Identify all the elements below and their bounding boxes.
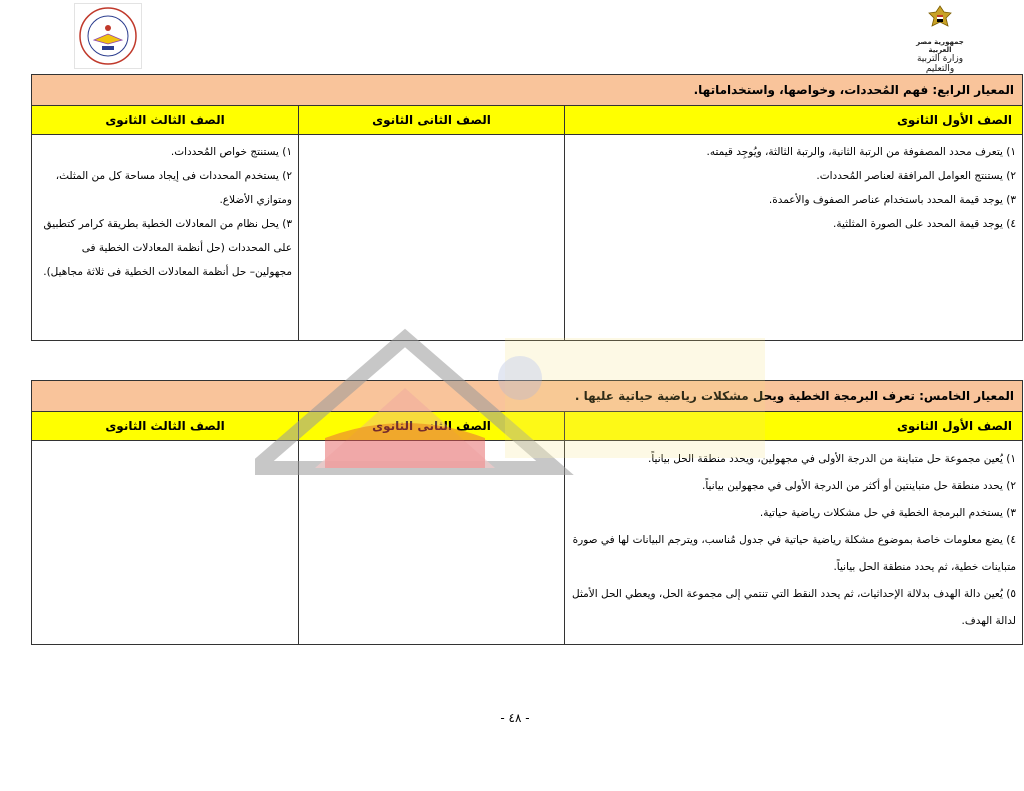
standard4-table [31,74,1023,341]
list-item: ٣) يحل نظام من المعادلات الخطية بطريقة كرامر كتطبيق على المحددات (حل أنظمة المعادلات الخطية فى مجهولين– حل أنظمة المعادلات الخطية فى ثلاثة مجاهيل). [43,218,292,278]
header-grade2: الصف الثانى الثانوى [299,412,565,441]
list-item: ٣) يستخدم البرمجة الخطية في حل مشكلات رياضية حياتية. [759,507,1016,519]
standard4-grade2-cell [299,135,565,341]
standard5-grade1-cell [565,441,1023,645]
list-item: ١) يُعين مجموعة حل متباينة من الدرجة الأولى في مجهولين، ويحدد منطقة الحل بيانياً. [647,453,1016,465]
standard4-grade1-cell [565,135,1023,341]
header-grade3: الصف الثالث الثانوى [32,412,299,441]
header-grade3: الصف الثالث الثانوى [32,106,299,135]
list-item: ١) يستنتج خواص المُحددات. [170,146,292,158]
standard4-grade3-cell [32,135,299,341]
list-item: ٤) يوجد قيمة المحدد على الصورة المثلثية. [833,218,1016,230]
ministry-logo [912,4,968,74]
ministry-country: جمهورية مصر العربية [916,38,964,54]
list-item: ١) يتعرف محدد المصفوفة من الرتبة الثانية، والرتبة الثالثة، ويُوجِد قيمته. [706,146,1016,158]
list-item: ٤) يضع معلومات خاصة بموضوع مشكلة رياضية حياتية في جدول مُناسب، ويترجم البيانات لها في صورة متباينات خطية، ثم يحدد منطقة الحل بيانياً. [572,534,1016,573]
standard5-grade3-cell [32,441,299,645]
list-item: ٢) يستخدم المحددات فى إيجاد مساحة كل من المثلث، ومتوازي الأضلاع. [55,170,292,206]
ministry-title: وزارة التربية والتعليم [916,54,964,74]
list-item: ٢) يستنتج العوامل المرافقة لعناصر المُحددات. [816,170,1016,182]
list-item: ٥) يُعين دالة الهدف بدلالة الإحداثيات، ثم يحدد النقط التي تنتمي إلى مجموعة الحل، ويعطي الحل الأمثل لدالة الهدف. [572,588,1016,627]
header-grade2: الصف الثانى الثانوى [299,106,565,135]
header-grade1: الصف الأول الثانوى [565,412,1023,441]
list-item: ٣) يوجد قيمة المحدد باستخدام عناصر الصفوف والأعمدة. [768,194,1016,206]
standard5-grade2-cell [299,441,565,645]
training-center-logo [74,3,142,69]
standard4-title: المعيار الرابع: فهم المُحددات، وخواصها، واستخداماتها. [32,75,1023,106]
eagle-emblem-icon [925,4,955,34]
page-number: - ٤٨ - [500,711,530,725]
standard5-table [31,380,1023,645]
header-grade1: الصف الأول الثانوى [565,106,1023,135]
standard5-title: المعيار الخامس: تعرف البرمجة الخطية ويحل مشكلات رياضية حياتية عليها . [32,381,1023,412]
list-item: ٢) يحدد منطقة حل متباينتين أو أكثر من الدرجة الأولى في مجهولين بيانياً. [702,480,1016,492]
